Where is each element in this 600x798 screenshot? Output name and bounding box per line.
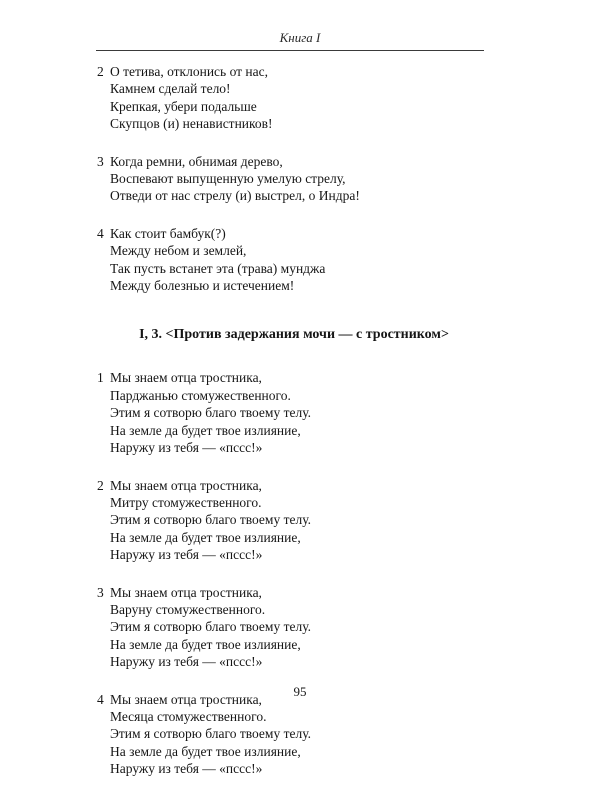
stanza-line: 3 Когда ремни, обнимая дерево, <box>97 153 283 169</box>
stanza-line: Этим я сотворю благо твоему телу. <box>110 619 311 635</box>
stanza-line: Митру стомужественного. <box>110 494 262 510</box>
stanza-line: Этим я сотворю благо твоему телу. <box>110 512 311 528</box>
stanza-line: Этим я сотворю благо твоему телу. <box>110 726 311 742</box>
stanza-number: 4 <box>97 225 104 241</box>
stanza-line: На земле да будет твое излияние, <box>110 529 301 545</box>
stanza-number: 2 <box>97 477 104 493</box>
stanza <box>97 369 497 456</box>
stanza-line: Камнем сделай тело! <box>110 81 231 97</box>
stanza-line: Варуну стомужественного. <box>110 601 266 617</box>
stanza-line: Так пусть встанет эта (трава) мунджа <box>110 260 326 276</box>
stanza-line: Наружу из тебя — «пссс!» <box>110 440 263 456</box>
stanza-line: 3 Мы знаем отца тростника, <box>97 584 262 600</box>
stanza-line: 2 Мы знаем отца тростника, <box>97 477 262 493</box>
stanza-number: 1 <box>97 370 104 386</box>
stanza <box>97 584 497 671</box>
stanza-line: Крепкая, убери подальше <box>110 98 257 114</box>
stanza-line: Наружу из тебя — «пссс!» <box>110 547 263 563</box>
stanza <box>97 477 497 564</box>
stanza-line: Этим я сотворю благо твоему телу. <box>110 405 311 421</box>
stanza <box>97 153 497 205</box>
stanza-line: 4 Мы знаем отца тростника, <box>97 691 262 707</box>
page-number: 95 <box>293 684 307 699</box>
stanza-number: 3 <box>97 584 104 600</box>
stanza-line: 2 О тетива, отклонись от нас, <box>97 64 268 79</box>
stanza-line: Отведи от нас стрелу (и) выстрел, о Индра! <box>110 188 360 204</box>
stanza-line: 1 Мы знаем отца тростника, <box>97 370 262 386</box>
stanza <box>97 63 497 133</box>
stanza-number: 2 <box>97 64 104 79</box>
stanza-line: На земле да будет твое излияние, <box>110 422 301 438</box>
stanza-line: Парджанью стомужественного. <box>110 387 291 403</box>
header-rule <box>96 50 484 51</box>
stanza-line: Между небом и землей, <box>110 243 247 259</box>
stanza-line: На земле да будет твое излияние, <box>110 743 301 759</box>
running-title: Книга I <box>279 30 321 45</box>
stanza-line: Воспевают выпущенную умелую стрелу, <box>110 171 346 187</box>
stanza <box>97 691 497 778</box>
stanza-line: Скупцов (и) ненавистников! <box>110 116 273 132</box>
stanza-line: Наружу из тебя — «пссс!» <box>110 654 263 670</box>
stanza-line: Месяца стомужественного. <box>110 708 267 724</box>
stanza-line: Наружу из тебя — «пссс!» <box>110 761 263 777</box>
stanza-line: 4 Как стоит бамбук(?) <box>97 225 226 241</box>
section-heading: I, 3. <Против задержания мочи — с тростником> <box>139 327 449 343</box>
stanza-line: На земле да будет твое излияние, <box>110 636 301 652</box>
stanza-line: Между болезнью и истечением! <box>110 278 295 294</box>
stanza-number: 3 <box>97 153 104 169</box>
stanza <box>97 225 497 295</box>
stanza-number: 4 <box>97 691 104 707</box>
